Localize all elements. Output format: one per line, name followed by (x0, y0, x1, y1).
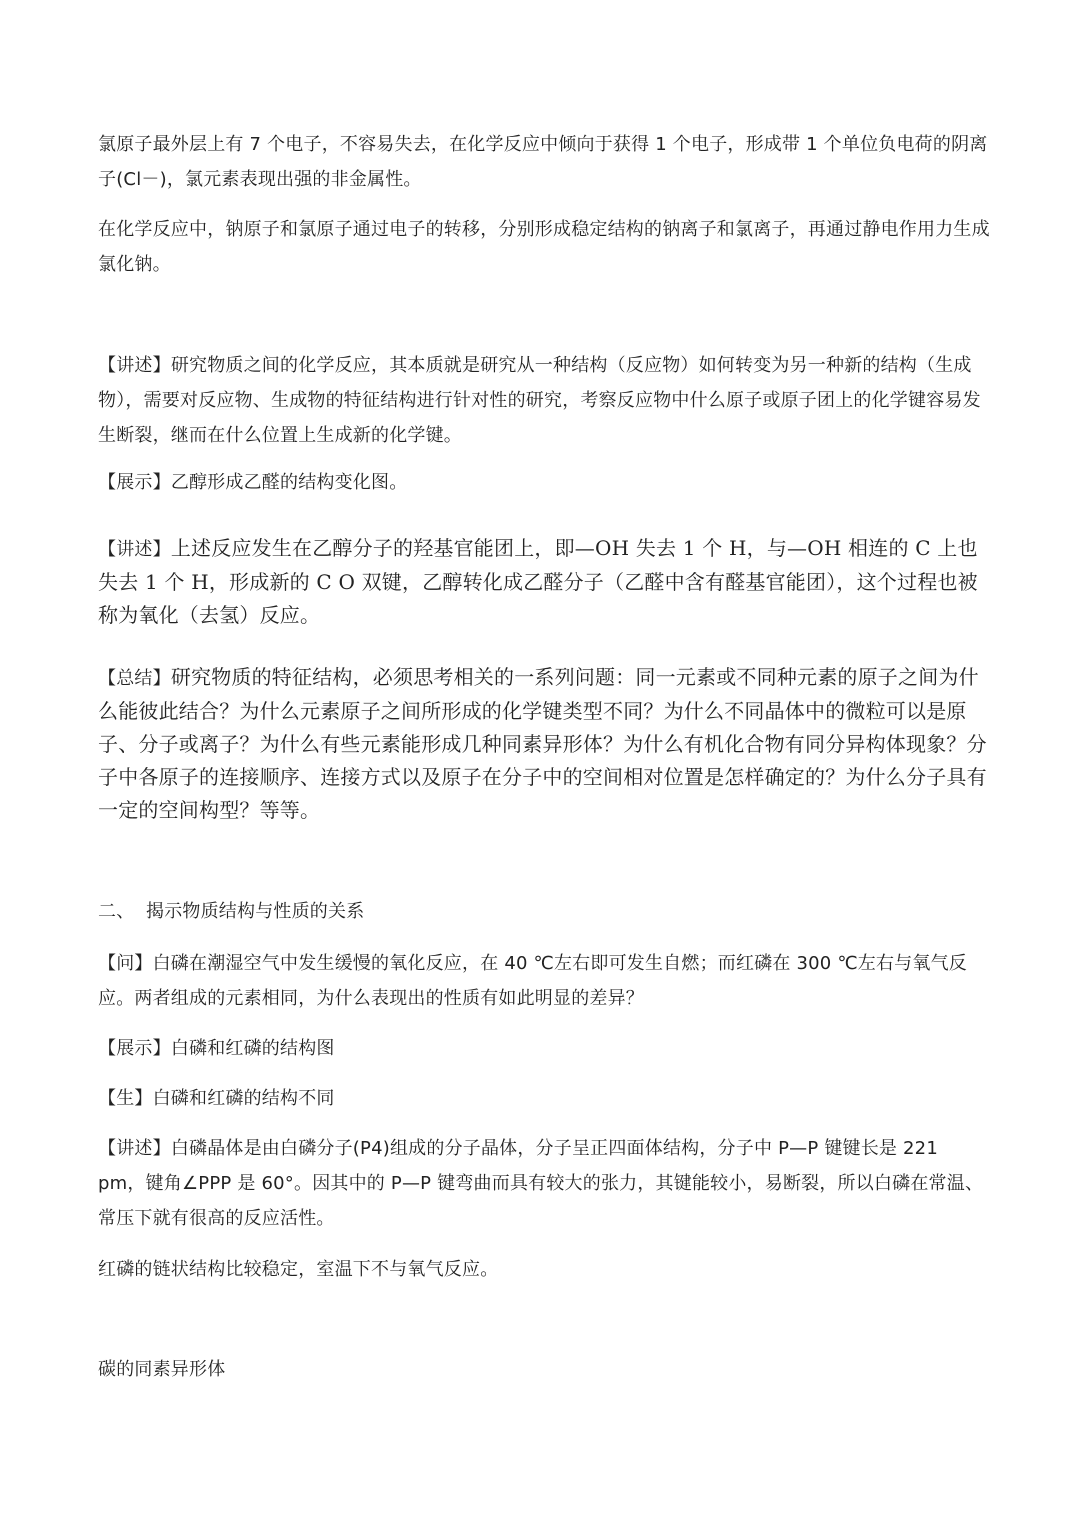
paragraph-text: 白磷晶体是由白磷分子(P4)组成的分子晶体，分子呈正四面体结构，分子中 P—P 键键长是 221 pm，键角∠PPP 是 60°。因其中的 P—P 键弯曲而具有较大的张力，其键能较小，易断裂，所以白磷在常温、常压下就有很高的反应活性。 (98, 1138, 984, 1229)
paragraph-tag: 【讲述】 (98, 355, 171, 376)
paragraph-carbon-allotropes (98, 1352, 990, 1387)
paragraph-chlorine-atom (98, 127, 990, 197)
paragraph-text: 在化学反应中，钠原子和氯原子通过电子的转移，分别形成稳定结构的钠离子和氯离子，再通过静电作用力生成氯化钠。 (98, 219, 990, 275)
paragraph-red-phosphorus (98, 1252, 990, 1287)
paragraph-tag: 【展示】 (98, 1038, 171, 1059)
paragraph-tag: 【生】 (98, 1088, 153, 1109)
paragraph-text: 乙醇形成乙醛的结构变化图。 (170, 472, 408, 493)
paragraph-text: 研究物质之间的化学反应，其本质就是研究从一种结构（反应物）如何转变为另一种新的结构（生成物），需要对反应物、生成物的特征结构进行针对性的研究，考察反应物中什么原子或原子团上的化学键容易发生断裂，继而在什么位置上生成新的化学键。 (98, 355, 981, 446)
paragraph-text: 白磷和红磷的结构不同 (152, 1088, 335, 1109)
paragraph-lecture-hydroxyl (98, 532, 990, 632)
paragraph-text: 白磷在潮湿空气中发生缓慢的氧化反应，在 40 ℃左右即可发生自燃；而红磷在 300 ℃左右与氧气反应。两者组成的元素相同，为什么表现出的性质有如此明显的差异？ (98, 953, 967, 1009)
paragraph-tag: 【讲述】 (98, 539, 171, 560)
section-heading (98, 894, 990, 929)
paragraph-tag: 【讲述】 (98, 1138, 171, 1159)
paragraph-text: 上述反应发生在乙醇分子的羟基官能团上，即—OH 失去 1 个 H，与—OH 相连的 C 上也失去 1 个 H，形成新的 C O 双键，乙醇转化成乙醛分子（乙醛中含有醛基官能团），这个过程也被称为氧化（去氢）反应。 (98, 536, 978, 627)
paragraph-sodium-chloride (98, 212, 990, 282)
paragraph-tag: 【展示】 (98, 472, 171, 493)
paragraph-show-ethanol (98, 465, 990, 500)
paragraph-text: 红磷的链状结构比较稳定，室温下不与氧气反应。 (98, 1259, 499, 1280)
paragraph-lecture-white-phosphorus (98, 1131, 990, 1236)
section-title: 揭示物质结构与性质的关系 (146, 901, 365, 922)
paragraph-tag: 【问】 (98, 953, 153, 974)
paragraph-student-answer (98, 1081, 990, 1116)
paragraph-text: 研究物质的特征结构，必须思考相关的一系列问题：同一元素或不同种元素的原子之间为什么能彼此结合？为什么元素原子之间所形成的化学键类型不同？为什么不同晶体中的微粒可以是原子、分子或离子？为什么有些元素能形成几种同素异形体？为什么有机化合物有同分异构体现象？分子中各原子的连接顺序、连接方式以及原子在分子中的空间相对位置是怎样确定的？为什么分子具有一定的空间构型？等等。 (98, 665, 987, 822)
paragraph-lecture-reaction (98, 348, 990, 453)
paragraph-summary (98, 661, 990, 827)
paragraph-text: 氯原子最外层上有 7 个电子，不容易失去，在化学反应中倾向于获得 1 个电子，形成带 1 个单位负电荷的阴离子(Cl－)，氯元素表现出强的非金属性。 (98, 134, 988, 190)
paragraph-text: 碳的同素异形体 (98, 1359, 226, 1380)
paragraph-text: 白磷和红磷的结构图 (170, 1038, 335, 1059)
section-number: 二、 (98, 901, 135, 922)
paragraph-tag: 【总结】 (98, 668, 171, 689)
paragraph-show-phosphorus (98, 1031, 990, 1066)
paragraph-question-phosphorus (98, 946, 990, 1016)
